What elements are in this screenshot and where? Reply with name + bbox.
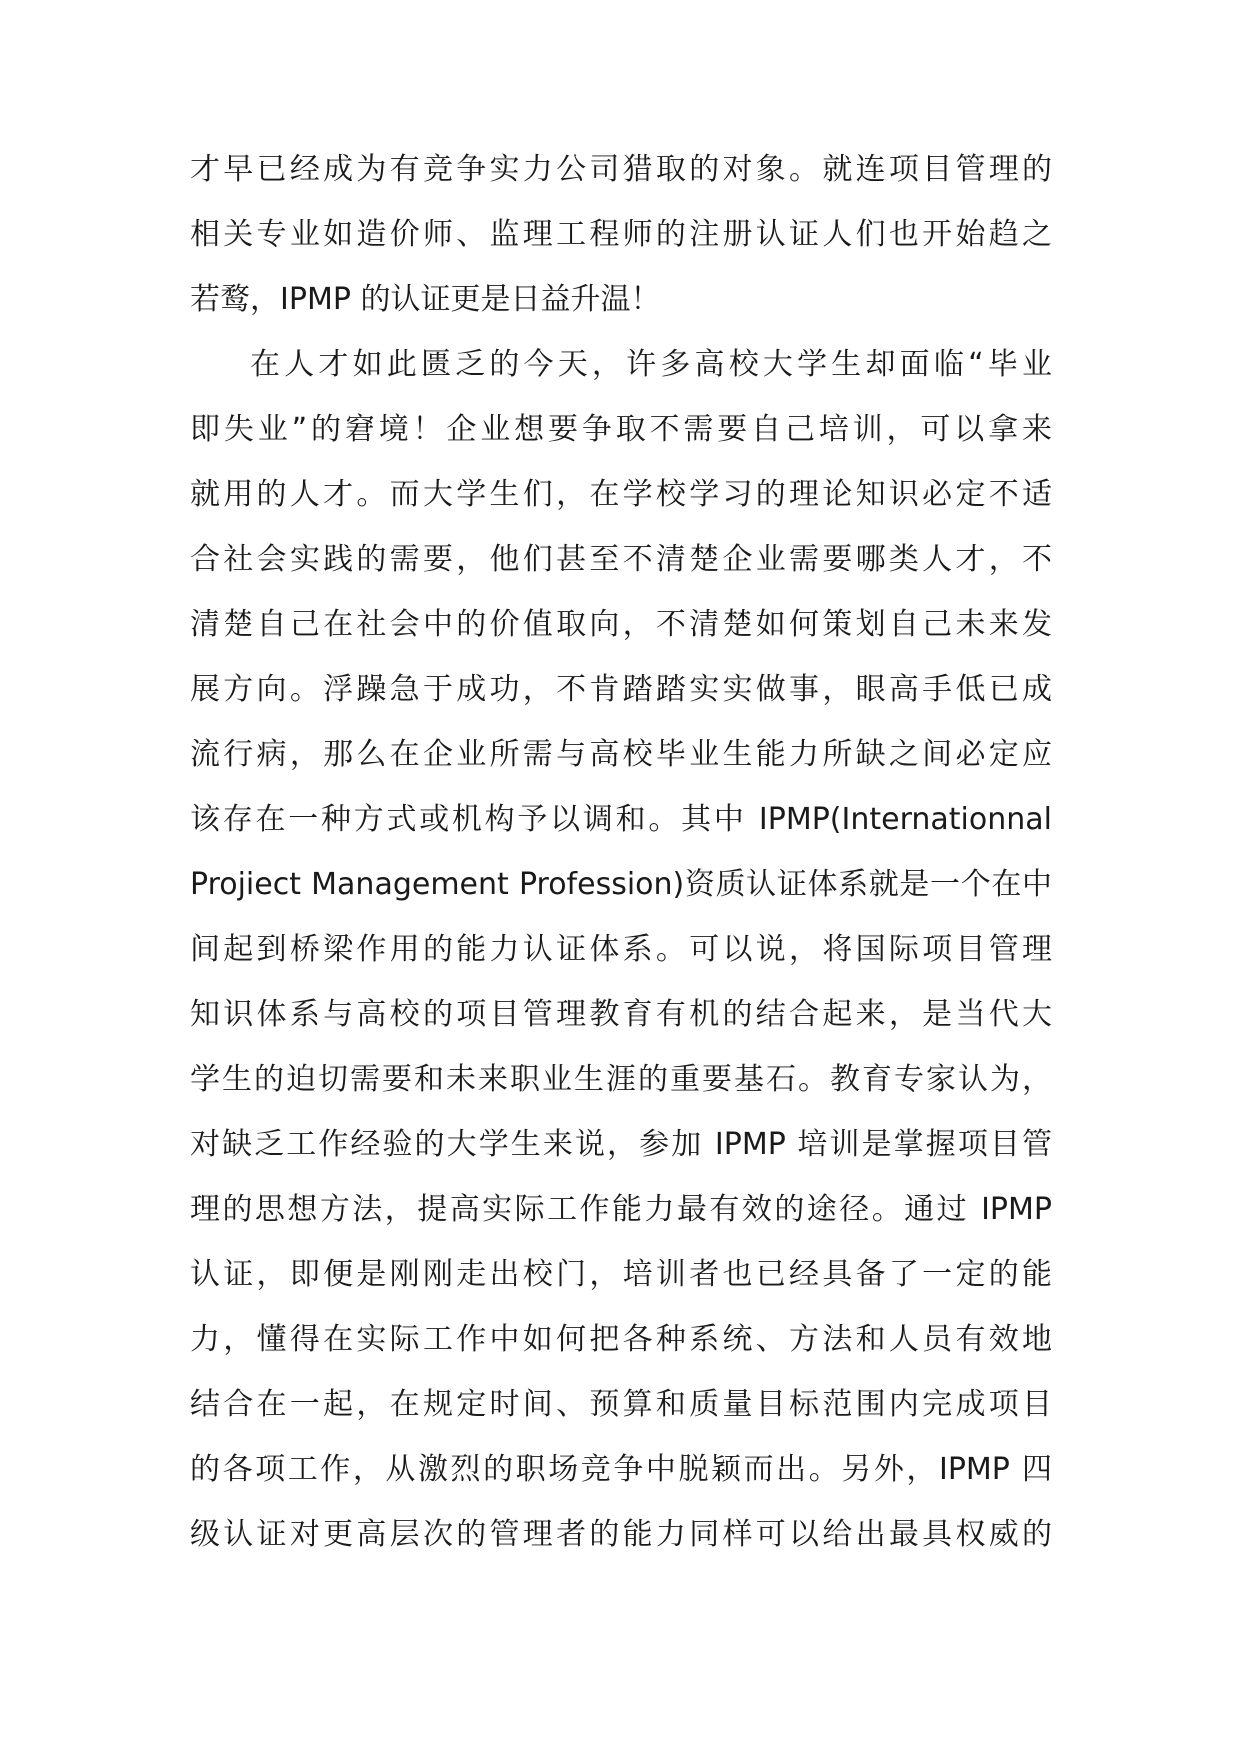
text-line: 力，懂得在实际工作中如何把各种系统、方法和人员有效地 xyxy=(190,1322,1052,1357)
paragraph-first-line: 在人才如此匮乏的今天，许多高校大学生却面临“毕业 xyxy=(250,347,1052,382)
text-line: Projiect Management Profession)资质认证体系就是一个在中 xyxy=(190,867,1052,902)
text-line: 理的思想方法，提高实际工作能力最有效的途径。通过 IPMP xyxy=(190,1192,1052,1227)
text-line: 才早已经成为有竞争实力公司猎取的对象。就连项目管理的 xyxy=(190,152,1052,187)
text-line: 若鹜，IPMP 的认证更是日益升温！ xyxy=(190,282,661,317)
text-line: 清楚自己在社会中的价值取向，不清楚如何策划自己未来发 xyxy=(190,607,1052,642)
text-line: 间起到桥梁作用的能力认证体系。可以说，将国际项目管理 xyxy=(190,932,1052,967)
text-line: 即失业”的窘境！企业想要争取不需要自己培训，可以拿来 xyxy=(190,412,1052,447)
text-line: 学生的迫切需要和未来职业生涯的重要基石。教育专家认为， xyxy=(190,1062,1052,1097)
text-line: 对缺乏工作经验的大学生来说，参加 IPMP 培训是掌握项目管 xyxy=(190,1127,1052,1162)
text-line: 的各项工作，从激烈的职场竞争中脱颖而出。另外，IPMP 四 xyxy=(190,1452,1052,1487)
text-line: 就用的人才。而大学生们，在学校学习的理论知识必定不适 xyxy=(190,477,1052,512)
text-line: 知识体系与高校的项目管理教育有机的结合起来，是当代大 xyxy=(190,997,1052,1032)
text-line: 结合在一起，在规定时间、预算和质量目标范围内完成项目 xyxy=(190,1387,1052,1422)
text-line: 认证，即便是刚刚走出校门，培训者也已经具备了一定的能 xyxy=(190,1257,1052,1292)
text-line: 相关专业如造价师、监理工程师的注册认证人们也开始趋之 xyxy=(190,217,1052,252)
text-line: 展方向。浮躁急于成功，不肯踏踏实实做事，眼高手低已成 xyxy=(190,672,1052,707)
text-line: 合社会实践的需要，他们甚至不清楚企业需要哪类人才，不 xyxy=(190,542,1052,577)
text-line: 该存在一种方式或机构予以调和。其中 IPMP(Internationnal xyxy=(190,802,1052,837)
text-line: 级认证对更高层次的管理者的能力同样可以给出最具权威的 xyxy=(190,1517,1052,1552)
text-line: 流行病，那么在企业所需与高校毕业生能力所缺之间必定应 xyxy=(190,737,1052,772)
